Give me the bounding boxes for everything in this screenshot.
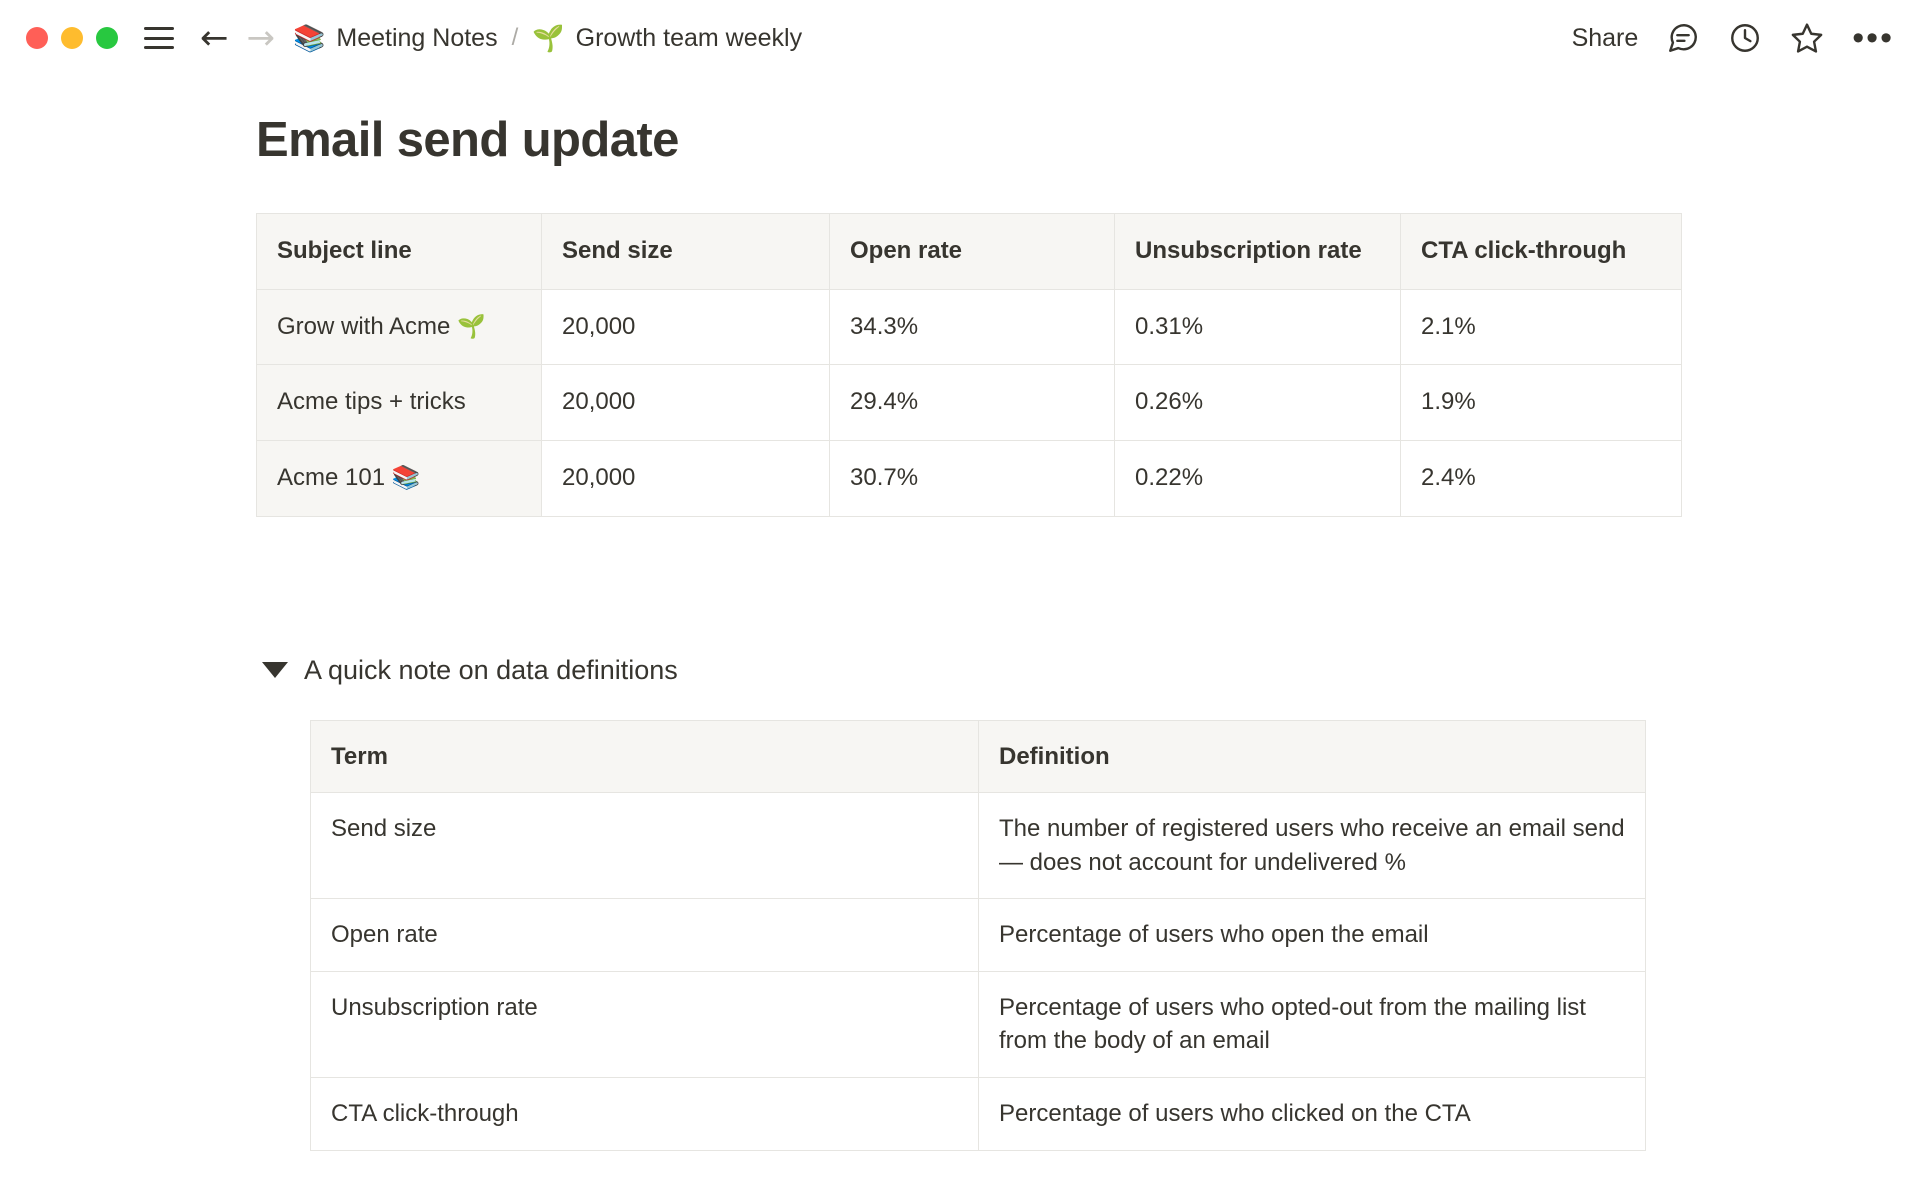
breadcrumb-label-meeting-notes: Meeting Notes xyxy=(336,23,498,52)
cell-send-size[interactable]: 20,000 xyxy=(542,440,830,516)
books-icon: 📚 xyxy=(293,23,326,53)
window-titlebar xyxy=(0,0,1920,76)
cell-subject-line[interactable] xyxy=(257,289,542,365)
toggle-title: A quick note on data definitions xyxy=(304,654,678,685)
history-icon[interactable] xyxy=(1728,21,1762,55)
maximize-window-button[interactable] xyxy=(96,27,118,49)
breadcrumb-item-meeting-notes[interactable] xyxy=(293,24,498,53)
cell-term[interactable]: CTA click-through xyxy=(311,1078,979,1151)
cell-unsubscription-rate[interactable]: 0.31% xyxy=(1115,289,1401,365)
more-options-icon[interactable]: ••• xyxy=(1852,19,1894,57)
breadcrumb-item-growth-team-weekly[interactable] xyxy=(532,24,802,53)
table-header-row xyxy=(311,720,1646,793)
column-header-definition[interactable]: Definition xyxy=(979,720,1646,793)
column-header-subject-line[interactable]: Subject line xyxy=(257,214,542,290)
cell-definition[interactable]: Percentage of users who clicked on the CTA xyxy=(979,1078,1646,1151)
column-header-unsubscription-rate[interactable]: Unsubscription rate xyxy=(1115,214,1401,290)
table-row xyxy=(311,1078,1646,1151)
column-header-open-rate[interactable]: Open rate xyxy=(830,214,1115,290)
share-button[interactable]: Share xyxy=(1571,23,1639,52)
seedling-icon: 🌱 xyxy=(532,23,565,53)
breadcrumb xyxy=(293,24,802,53)
column-header-term[interactable]: Term xyxy=(311,720,979,793)
breadcrumb-separator: / xyxy=(511,24,519,51)
cell-cta-click-through[interactable]: 2.4% xyxy=(1401,440,1682,516)
cell-subject-line[interactable] xyxy=(257,440,542,516)
breadcrumb-label-growth-team-weekly: Growth team weekly xyxy=(575,23,803,52)
window-controls xyxy=(26,27,118,49)
cell-definition[interactable]: Percentage of users who opted-out from the mailing list from the body of an email xyxy=(979,971,1646,1077)
forward-arrow-icon[interactable]: → xyxy=(246,18,275,58)
cell-unsubscription-rate[interactable]: 0.22% xyxy=(1115,440,1401,516)
cell-send-size[interactable]: 20,000 xyxy=(542,289,830,365)
caret-down-icon[interactable] xyxy=(262,662,288,678)
table-row xyxy=(311,971,1646,1077)
cell-term[interactable]: Send size xyxy=(311,793,979,899)
cell-unsubscription-rate[interactable]: 0.26% xyxy=(1115,365,1401,441)
comment-icon[interactable] xyxy=(1666,21,1700,55)
table-row xyxy=(311,899,1646,972)
table-header-row xyxy=(257,214,1682,290)
titlebar-actions xyxy=(1572,0,1894,76)
seedling-icon: 🌱 xyxy=(457,312,486,339)
subject-text: Acme 101 xyxy=(277,463,386,491)
cell-definition[interactable]: Percentage of users who open the email xyxy=(979,899,1646,972)
table-row xyxy=(311,793,1646,899)
back-arrow-icon[interactable]: ← xyxy=(200,18,229,58)
column-header-cta-click-through[interactable]: CTA click-through xyxy=(1401,214,1682,290)
document-body xyxy=(0,112,1920,1151)
definitions-table xyxy=(310,720,1646,1151)
cell-open-rate[interactable]: 30.7% xyxy=(830,440,1115,516)
cell-cta-click-through[interactable]: 1.9% xyxy=(1401,365,1682,441)
cell-term[interactable]: Open rate xyxy=(311,899,979,972)
hamburger-menu-icon[interactable] xyxy=(144,27,174,49)
cell-open-rate[interactable]: 34.3% xyxy=(830,289,1115,365)
cell-cta-click-through[interactable]: 2.1% xyxy=(1401,289,1682,365)
subject-text: Acme tips + tricks xyxy=(277,388,466,416)
cell-term[interactable]: Unsubscription rate xyxy=(311,971,979,1077)
cell-subject-line[interactable] xyxy=(257,365,542,441)
favorite-star-icon[interactable] xyxy=(1790,21,1824,55)
cell-definition[interactable]: The number of registered users who receive an email send — does not account for undelivered % xyxy=(979,793,1646,899)
toggle-block[interactable] xyxy=(262,655,1920,686)
cell-open-rate[interactable]: 29.4% xyxy=(830,365,1115,441)
subject-text: Grow with Acme xyxy=(277,312,451,340)
table-row xyxy=(257,365,1682,441)
table-row xyxy=(257,289,1682,365)
minimize-window-button[interactable] xyxy=(61,27,83,49)
column-header-send-size[interactable]: Send size xyxy=(542,214,830,290)
books-icon: 📚 xyxy=(391,463,421,490)
cell-send-size[interactable]: 20,000 xyxy=(542,365,830,441)
email-send-table xyxy=(256,213,1682,517)
table-row xyxy=(257,440,1682,516)
close-window-button[interactable] xyxy=(26,27,48,49)
page-title: Email send update xyxy=(256,113,679,167)
